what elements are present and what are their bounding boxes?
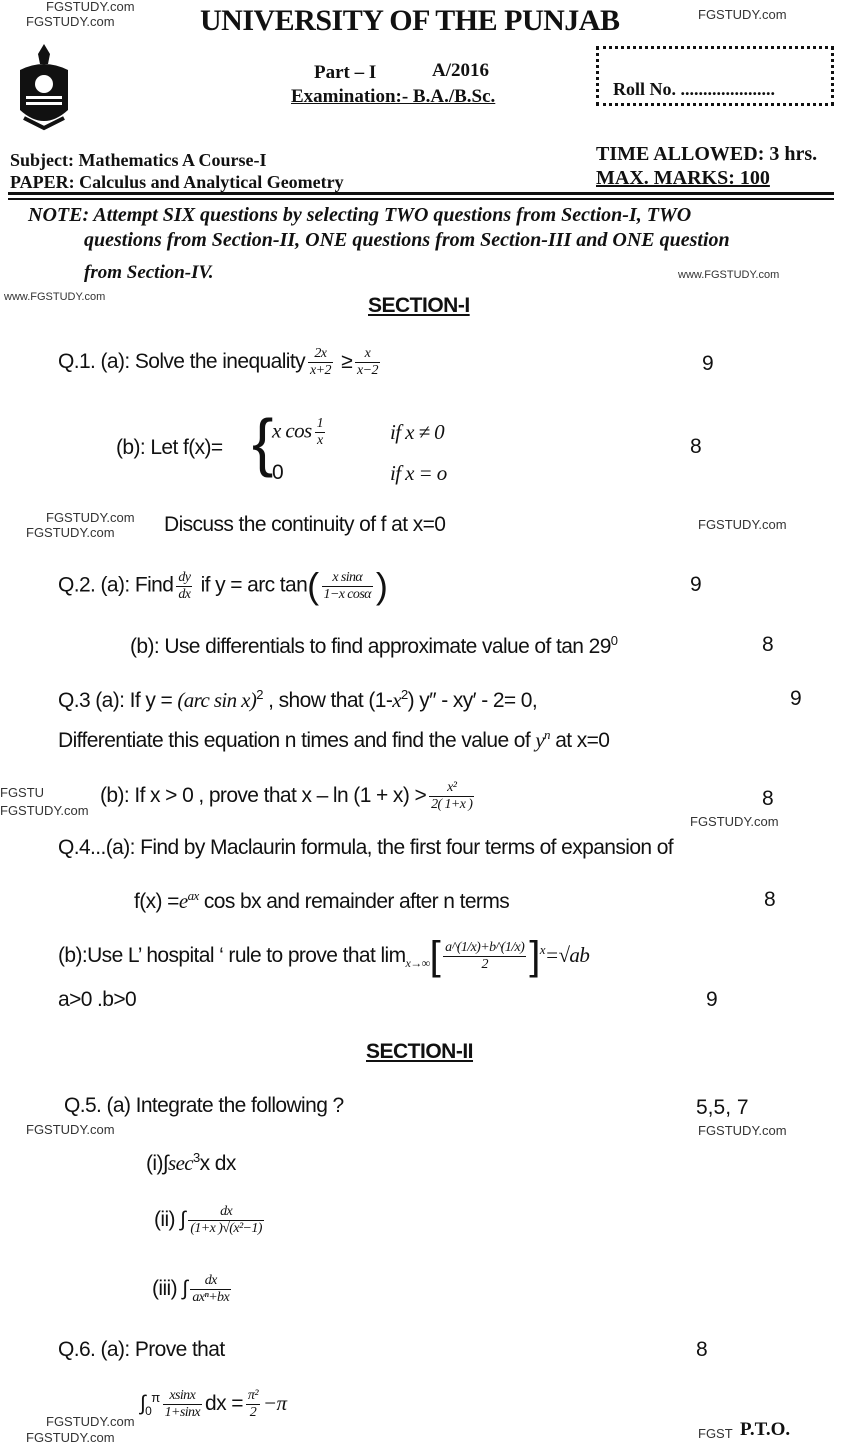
question-2b [130,633,617,659]
fraction-denominator: 2( 1+x ) [431,797,473,812]
watermark: FGSTUDY.com [26,1430,115,1445]
university-title: UNIVERSITY OF THE PUNJAB [200,4,620,37]
q1a-label: Q.1. (a): Solve the inequality [58,350,305,374]
fraction-numerator: xsinx [163,1388,202,1405]
fraction-denominator: 2 [481,957,488,972]
marks: 9 [790,687,802,710]
fraction-numerator: dx [190,1273,231,1290]
expr: e [178,889,188,913]
section-1-title: SECTION-I [368,294,470,317]
superscript: ax [187,888,199,903]
pto-label: P.T.O. [740,1419,791,1440]
q5iii-label: (iii) ∫ [152,1277,188,1301]
exam-session: A/2016 [432,60,489,81]
question-6-integral [140,1388,286,1421]
subscript: x→∞ [405,956,430,971]
superscript: 2 [400,687,408,702]
question-5: Q.5. (a) Integrate the following ? [64,1094,344,1117]
question-1b [116,436,223,460]
fraction-numerator: dx [188,1204,264,1221]
watermark: FGSTUDY.com [46,0,135,14]
fraction-numerator: 2x [308,346,333,363]
fraction-denominator: axⁿ+bx [192,1290,230,1305]
superscript: 3 [193,1150,200,1165]
question-4b: (b):Use L’ hospital ‘ rule to prove that $\lim_{x\to\infty}$[ $\frac{a\^{}(1/x)+b\^{}(1/x)}{2}$ ]$^x$=√ab [58,934,590,978]
result: =√ab [544,943,590,968]
watermark: FGSTUDY.com [0,803,89,818]
q3a-text: ) y″ - xy′ - 2= 0, [407,689,538,712]
marks: 8 [762,633,774,656]
question-5-i [146,1150,236,1176]
question-2a: Q.2. (a): Find $\frac{dy}{dx}$ if y = arc tan( $\frac{\text{x sinα}}{\text{1−x cosα}}$ ) [58,565,388,606]
marks: 8 [762,787,774,810]
q2a-label: Q.2. (a): Find [58,573,174,597]
question-1a [58,346,383,379]
paper: PAPER: Calculus and Analytical Geometry [10,172,344,192]
fraction-denominator: x [316,433,323,448]
expr: (arc sin x) [177,688,257,712]
watermark: FGSTUDY.com [26,1122,115,1137]
fraction-numerator: a^(1/x)+b^(1/x) [445,940,525,955]
roll-no-label: Roll No. ..................... [613,79,775,99]
exam-part: Part – I [314,62,377,83]
watermark: FGSTUDY.com [698,517,787,532]
question-4a: Q.4...(a): Find by Maclaurin formula, the first four terms of expansion of [58,836,674,859]
superscript: x [539,942,545,958]
watermark: FGSTUDY.com [26,14,115,29]
marks: 8 [690,435,702,458]
question-5-ii [154,1204,267,1237]
expr: x [392,688,401,712]
fraction-denominator: dx [178,586,191,602]
fraction-numerator: x sinα [322,570,373,587]
note-line-2: questions from Section-II, ONE questions from Section-III and ONE question [84,229,730,251]
marks: 8 [696,1338,708,1361]
roll-no-box [596,46,834,106]
case-1-expr: x cos [272,418,312,443]
fraction-denominator: 1−x cosα [323,586,371,602]
q5ii-label: (ii) ∫ [154,1208,186,1232]
q3a-line2-text: at x=0 [549,729,610,752]
watermark: FGSTUDY.com [698,1123,787,1138]
q5i-label: (i)∫ [146,1152,169,1175]
marks: 5,5, 7 [696,1096,749,1119]
fraction-denominator: (1+x )√(x²−1) [190,1221,262,1236]
marks: 9 [702,352,714,375]
question-1b-line-2: Discuss the continuity of f at x=0 [164,513,446,536]
fraction-denominator: x−2 [357,363,378,378]
marks: 8 [764,888,776,911]
q4b-text: (b):Use L’ hospital ‘ rule to prove that lim [58,944,406,968]
fraction-numerator: x [355,346,380,363]
watermark: www.FGSTUDY.com [678,269,780,281]
watermark: FGSTUDY.com [46,510,135,525]
note-line-1: NOTE: Attempt SIX questions by selecting TWO questions from Section-I, TWO [28,204,692,226]
watermark: FGSTU [0,785,45,800]
examination-type: Examination:- B.A./B.Sc. [291,86,496,107]
subject: Subject: Mathematics A Course-I [10,150,267,170]
marks: 9 [706,988,718,1011]
question-3a [58,687,537,713]
time-allowed: TIME ALLOWED: 3 hrs. [596,143,818,165]
watermark: FGSTUDY.com [26,525,115,540]
expr: x dx [199,1152,236,1175]
max-marks: MAX. MARKS: 100 [596,167,770,189]
q3a-label: Q.3 (a): If y = [58,689,178,712]
q3a-line2-text: Differentiate this equation n times and find the value of [58,729,536,752]
brace: { [252,406,274,478]
question-3b [100,780,477,813]
q4a-text: f(x) = [134,890,179,913]
question-6: Q.6. (a): Prove that [58,1338,225,1361]
q2b-text: (b): Use differentials to find approximate value of tan 29 [130,635,611,658]
divider [8,198,834,200]
expr: y [535,728,545,752]
condition-1: if x ≠ 0 [390,420,444,444]
lower-limit: 0 [145,1404,152,1419]
watermark: FGSTUDY.com [46,1414,135,1429]
watermark: FGSTUDY.com [698,7,787,22]
fraction-numerator: π² [247,1388,258,1403]
upper-limit: π [151,1390,160,1406]
fraction-numerator: 1 [316,416,323,431]
relation: ≥ [341,350,353,374]
crest-icon [14,40,74,132]
q1b-label: (b): Let f(x)= [116,436,223,459]
university-crest [14,40,74,132]
integral-sign: ∫ [140,1392,146,1416]
fraction-numerator: dy [178,569,191,585]
q4a-text: cos bx and remainder after n terms [198,890,510,913]
q3b-text: (b): If x > 0 , prove that x – ln (1 + x) > [100,784,427,808]
question-3a-line-2 [58,727,609,753]
superscript: n [544,727,550,742]
watermark: www.FGSTUDY.com [4,291,106,303]
marks: 9 [690,573,702,596]
question-4a-line-2 [134,888,509,914]
expr: sec [168,1151,194,1175]
expr: −π [262,1391,287,1416]
question-5-iii [152,1273,234,1306]
case-1 [272,416,328,449]
watermark: FGST [698,1426,733,1441]
expr: dx = [205,1392,243,1416]
superscript: 0 [610,633,618,648]
fraction-denominator: x+2 [309,363,331,378]
note-line-3: from Section-IV. [84,262,214,283]
section-2-title: SECTION-II [366,1040,474,1063]
question-4b-condition: a>0 .b>0 [58,988,137,1011]
watermark: FGSTUDY.com [690,814,779,829]
fraction-numerator: x² [429,780,474,797]
condition-2: if x = o [390,461,447,485]
case-2: 0 [272,461,284,484]
superscript: 2 [256,687,263,702]
fraction-denominator: 2 [249,1405,257,1420]
divider [8,192,834,195]
fraction-denominator: 1+sinx [164,1405,201,1420]
q3a-text: , show that (1- [262,689,393,712]
q2a-text: if y = arc tan [200,573,308,597]
